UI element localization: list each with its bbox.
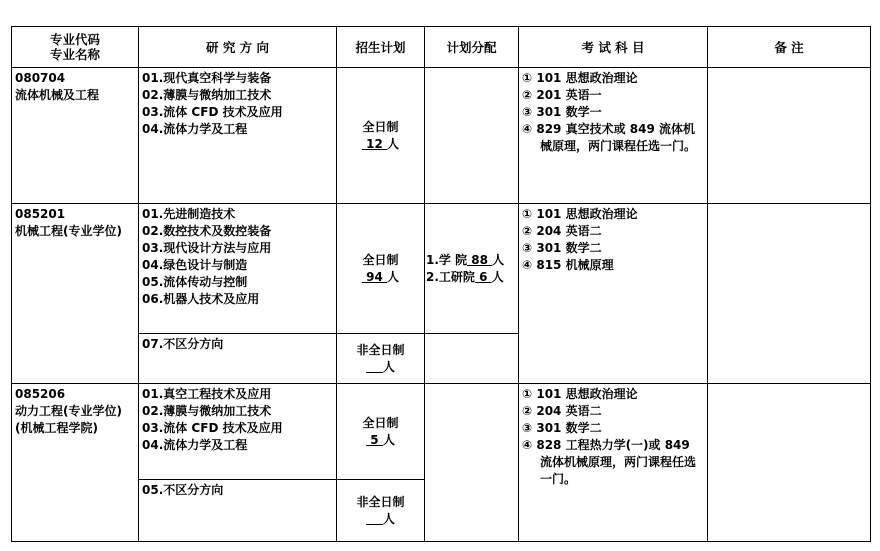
exam-item: ④ 829 真空技术或 849 流体机械原理，两门课程任选一门。: [522, 122, 697, 153]
exam-item: ② 201 英语一: [522, 88, 602, 102]
major-cell: [12, 68, 139, 204]
alloc-label: 2.工研院: [426, 269, 475, 284]
direction-item: 04.流体力学及工程: [142, 438, 248, 452]
alloc-count: 88: [467, 252, 493, 267]
notes-cell: [708, 68, 871, 204]
exam-item: ① 101 思想政治理论: [522, 71, 638, 85]
alloc-count: 6: [474, 269, 492, 284]
major-code: 085206: [15, 387, 66, 401]
plan-cell: [337, 480, 425, 542]
plan-cell: [337, 334, 425, 384]
major-name: 动力工程(专业学位): [15, 404, 122, 418]
plan-count: [366, 512, 383, 526]
exam-item: ② 204 英语二: [522, 404, 602, 418]
plan-unit: 人: [382, 432, 395, 447]
alloc-label: 1.学 院: [426, 252, 468, 267]
header-exam: 考 试 科 目: [519, 27, 708, 68]
header-alloc: 计划分配: [425, 27, 519, 68]
plan-unit: 人: [387, 269, 400, 284]
direction-item: 03.流体 CFD 技术及应用: [142, 421, 283, 435]
alloc-unit: 人: [492, 252, 505, 267]
header-code-line2: 专业名称: [49, 47, 100, 62]
plan-cell: [337, 204, 425, 334]
direction-item: 07.不区分方向: [142, 337, 224, 351]
major-school: (机械工程学院): [15, 421, 98, 435]
major-name: 机械工程(专业学位): [15, 224, 122, 238]
table-row: [12, 384, 871, 480]
enrollment-table: [11, 26, 871, 542]
table-row: [12, 204, 871, 334]
major-code: 085201: [15, 207, 66, 221]
plan-count-line: [340, 269, 421, 286]
exam-item: ④ 828 工程热力学(一)或 849 流体机械原理，两门课程任选一门。: [522, 438, 697, 486]
plan-count-line: [340, 136, 421, 153]
plan-unit: 人: [387, 136, 400, 151]
direction-item: 01.现代真空科学与装备: [142, 71, 272, 85]
direction-item: 05.不区分方向: [142, 483, 224, 497]
alloc-line: [426, 269, 517, 286]
direction-item: 03.流体 CFD 技术及应用: [142, 105, 283, 119]
plan-label: 非全日制: [356, 494, 405, 509]
alloc-cell: [425, 384, 519, 542]
notes-cell: [708, 204, 871, 384]
exam-item: ① 101 思想政治理论: [522, 387, 638, 401]
plan-count: 5: [366, 432, 383, 447]
directions-cell: [139, 334, 337, 384]
alloc-cell: [425, 334, 519, 384]
exam-item: ① 101 思想政治理论: [522, 207, 638, 221]
plan-cell: [337, 68, 425, 204]
directions-cell: [139, 204, 337, 334]
header-code: [12, 27, 139, 68]
major-name: 流体机械及工程: [15, 88, 100, 102]
direction-item: 03.现代设计方法与应用: [142, 241, 272, 255]
table-row: [12, 68, 871, 204]
plan-count: 12: [361, 136, 388, 151]
header-row: [12, 27, 871, 68]
directions-cell: [139, 68, 337, 204]
header-direction: 研 究 方 向: [139, 27, 337, 68]
plan-count-line: [340, 511, 421, 528]
alloc-cell: [425, 204, 519, 334]
directions-cell: [139, 480, 337, 542]
plan-count: 94: [361, 269, 388, 284]
exam-item: ③ 301 数学二: [522, 241, 602, 255]
plan-label: 全日制: [362, 252, 399, 267]
major-code: 080704: [15, 71, 66, 85]
plan-unit: 人: [382, 511, 395, 526]
exam-item: ④ 815 机械原理: [522, 258, 614, 272]
exam-item: ③ 301 数学一: [522, 105, 602, 119]
header-plan: 招生计划: [337, 27, 425, 68]
exam-cell: [519, 68, 708, 204]
alloc-cell: [425, 68, 519, 204]
alloc-line: [426, 252, 517, 269]
notes-cell: [708, 384, 871, 542]
exam-item: ② 204 英语二: [522, 224, 602, 238]
direction-item: 04.流体力学及工程: [142, 122, 248, 136]
plan-count: [366, 360, 383, 374]
direction-item: 01.先进制造技术: [142, 207, 236, 221]
plan-label: 全日制: [362, 415, 399, 430]
plan-label: 非全日制: [356, 342, 405, 357]
plan-count-line: [340, 432, 421, 449]
exam-cell: [519, 204, 708, 384]
plan-label: 全日制: [362, 119, 399, 134]
plan-count-line: [340, 359, 421, 376]
major-cell: [12, 204, 139, 384]
exam-item: ③ 301 数学二: [522, 421, 602, 435]
plan-cell: [337, 384, 425, 480]
directions-cell: [139, 384, 337, 480]
exam-cell: [519, 384, 708, 542]
direction-item: 02.数控技术及数控装备: [142, 224, 272, 238]
direction-item: 05.流体传动与控制: [142, 275, 248, 289]
header-notes: 备 注: [708, 27, 871, 68]
header-code-line1: 专业代码: [49, 32, 100, 47]
direction-item: 01.真空工程技术及应用: [142, 387, 272, 401]
major-cell: [12, 384, 139, 542]
direction-item: 04.绿色设计与制造: [142, 258, 248, 272]
plan-unit: 人: [382, 359, 395, 374]
direction-item: 06.机器人技术及应用: [142, 292, 260, 306]
alloc-unit: 人: [491, 269, 504, 284]
direction-item: 02.薄膜与微纳加工技术: [142, 88, 272, 102]
direction-item: 02.薄膜与微纳加工技术: [142, 404, 272, 418]
